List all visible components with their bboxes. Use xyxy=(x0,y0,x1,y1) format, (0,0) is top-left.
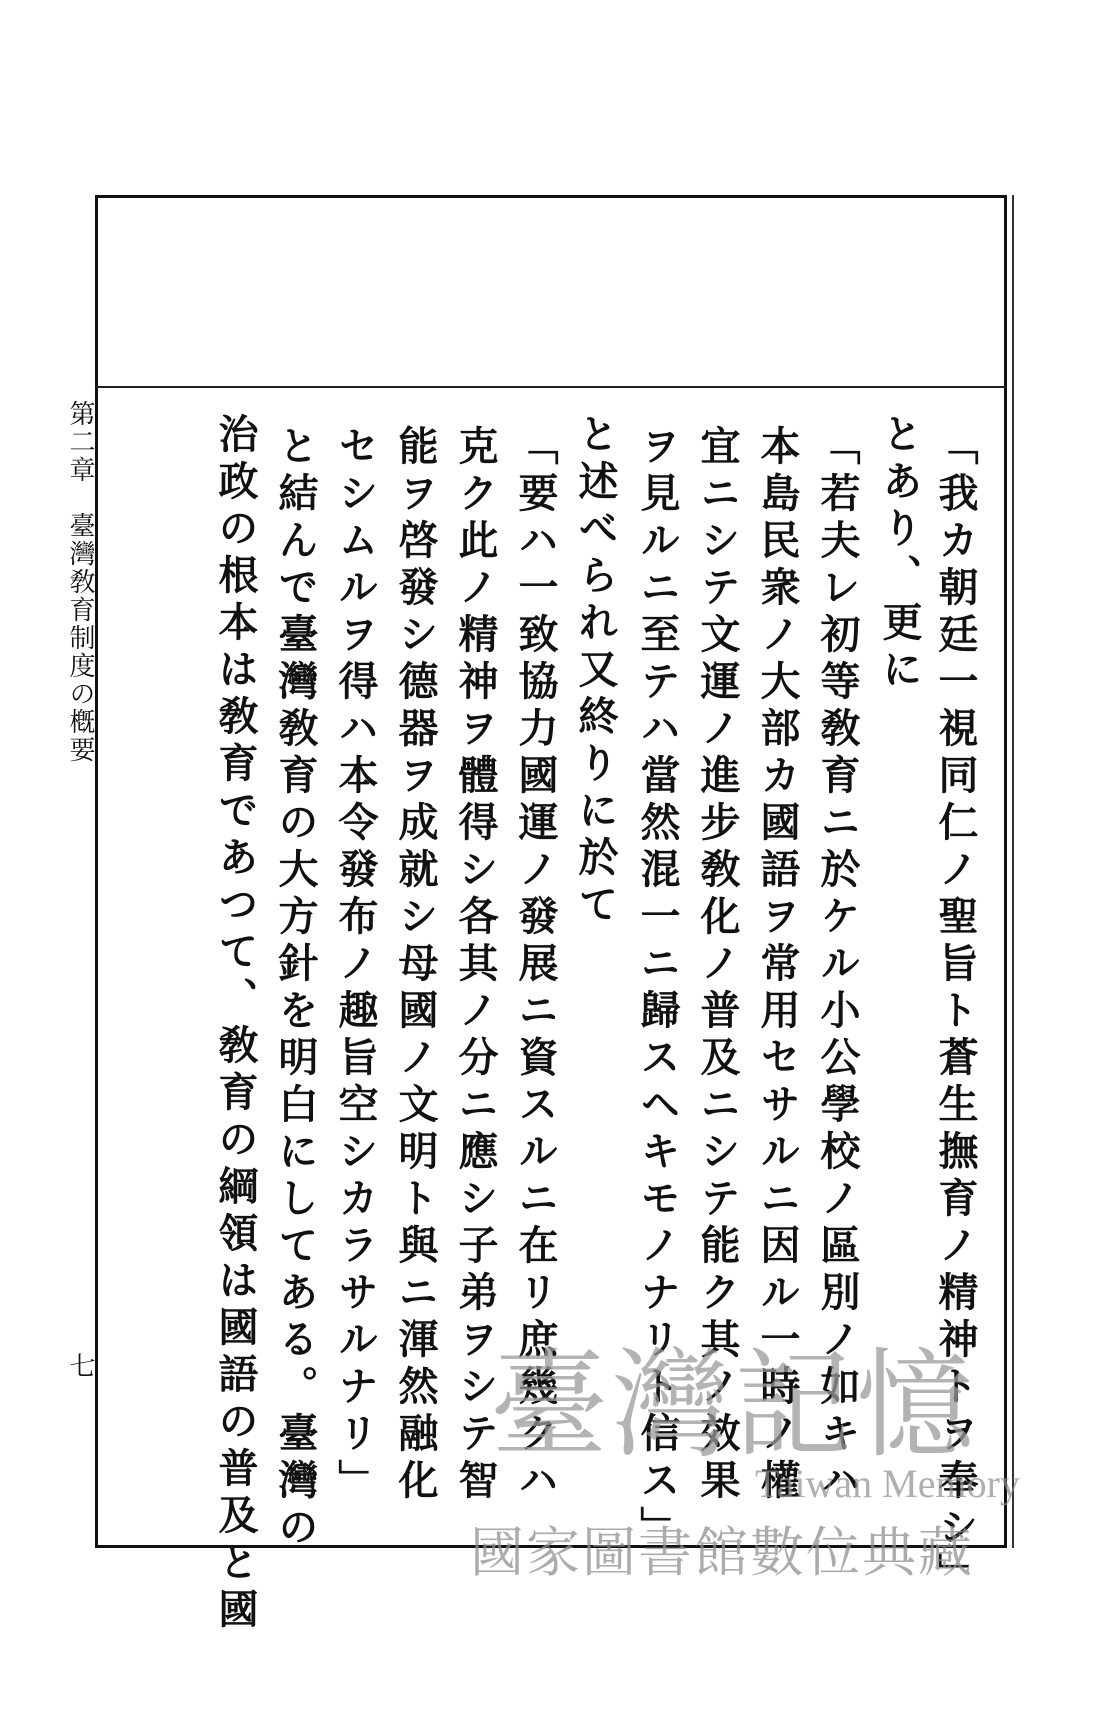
text-column: 「我カ朝廷一視同仁ノ聖旨ト蒼生撫育ノ精神トヲ奉シ」 xyxy=(932,425,979,1600)
text-column: とあり、更に xyxy=(876,413,923,695)
text-column: ヲ見ルニ至テハ當然混一ニ歸スヘキモノナリト信ス」 xyxy=(634,425,681,1553)
text-column: 宜ニシテ文運ノ進步敎化ノ普及ニシテ能ク其ノ效果 xyxy=(694,425,741,1506)
watermark-logo: 臺灣記憶 xyxy=(490,1336,979,1474)
text-column: セシムルヲ得ハ本令發布ノ趣旨空シカラサルナリ」 xyxy=(332,425,379,1506)
text-column: 克ク此ノ精神ヲ體得シ各其ノ分ニ應シ子弟ヲシテ智 xyxy=(452,425,499,1506)
frame-right-edge xyxy=(1012,195,1014,1548)
page-number: 七 xyxy=(65,1352,95,1378)
text-column: 「若夫レ初等敎育ニ於ケル小公學校ノ區別ノ如キハ xyxy=(814,425,861,1506)
text-column: 本島民衆ノ大部カ國語ヲ常用セサルニ因ル一時ノ權 xyxy=(754,425,801,1506)
watermark-chinese: 國家圖書館數位典藏 xyxy=(470,1521,974,1584)
header-divider-line xyxy=(95,386,1007,388)
watermark-english: Taiwan Memory xyxy=(755,1461,1020,1506)
text-column: 能ヲ啓發シ德器ヲ成就シ母國ノ文明ト與ニ渾然融化 xyxy=(392,425,439,1506)
text-column: 治政の根本は敎育であつて、敎育の綱領は國語の普及と國 xyxy=(212,413,259,1635)
text-column: 「要ハ一致協力國運ノ發展ニ資スルニ在リ庶幾クハ xyxy=(512,425,559,1506)
running-head: 第二章 臺灣敎育制度の槪要 xyxy=(65,400,95,764)
text-column: と述べられ又終りに於て xyxy=(572,413,619,930)
text-column: と結んで臺灣敎育の大方針を明白にしてある。臺灣の xyxy=(272,425,319,1553)
